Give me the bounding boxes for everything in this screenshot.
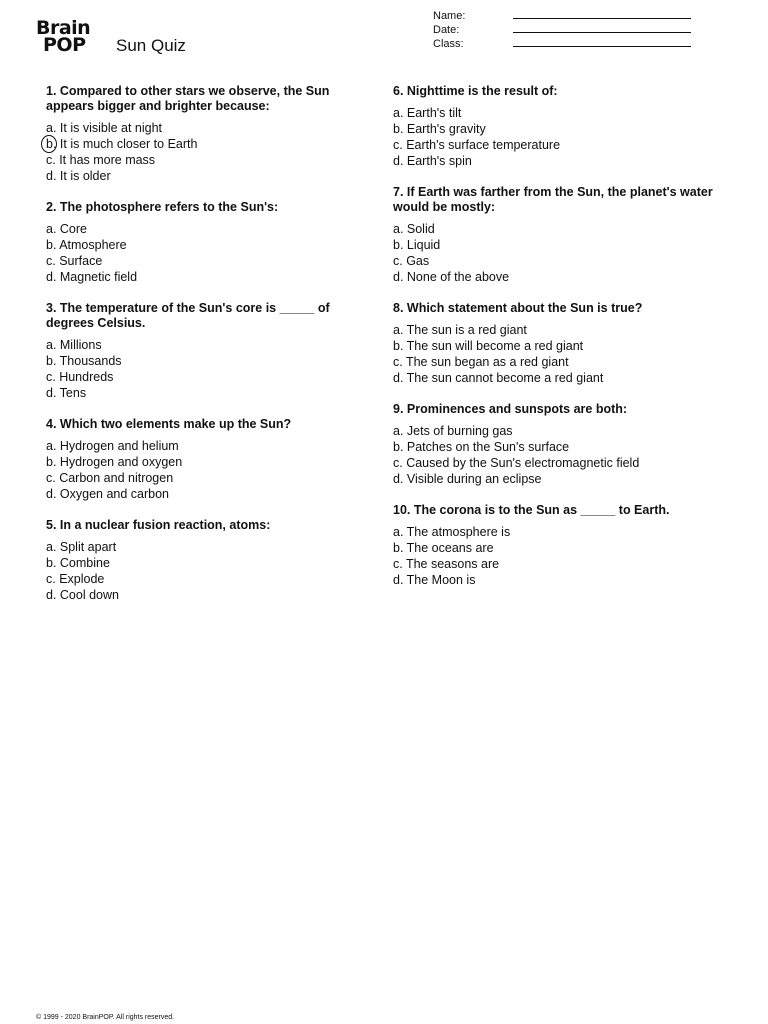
class-line [513, 37, 691, 47]
answer-option: c. It has more mass [46, 153, 156, 167]
answer-options [46, 539, 366, 603]
answer-option: d. None of the above [393, 270, 510, 284]
copyright-footer: © 1999 - 2020 BrainPOP. All rights reserved. [36, 1014, 175, 1021]
class-label: Class: [433, 38, 464, 50]
answer-option: a. Solid [393, 222, 435, 236]
answer-options [46, 221, 366, 285]
answer-options [46, 337, 366, 401]
answer-option: d. Tens [46, 386, 87, 400]
answer-option: b. Earth's gravity [393, 122, 486, 136]
answer-option: d. It is older [46, 169, 111, 183]
name-line [513, 9, 691, 19]
class-field [433, 37, 693, 51]
answer-option: a. It is visible at night [46, 121, 163, 135]
right-question-column [393, 84, 733, 604]
answer-option: a. Split apart [46, 540, 117, 554]
question-text: 2. The photosphere refers to the Sun's: [46, 200, 279, 214]
answer-option: d. Visible during an eclipse [393, 472, 542, 486]
answer-option: c. Earth's surface temperature [393, 138, 561, 152]
question-8 [393, 301, 733, 386]
answer-option: a. Core [46, 222, 87, 236]
question-5 [46, 518, 366, 603]
question-text: 3. The temperature of the Sun's core is _____ of degrees Celsius. [46, 301, 330, 330]
answer-option: d. The Moon is [393, 573, 476, 587]
answer-options [393, 322, 733, 386]
answer-option: d. The sun cannot become a red giant [393, 371, 604, 385]
answer-option: b. The sun will become a red giant [393, 339, 584, 353]
answer-option: c. The sun began as a red giant [393, 355, 569, 369]
answer-option: b. Atmosphere [46, 238, 127, 252]
answer-option: b. Thousands [46, 354, 122, 368]
answer-option: c. Explode [46, 572, 105, 586]
answer-options [46, 120, 366, 184]
date-line [513, 23, 691, 33]
answer-option: a. The atmosphere is [393, 525, 511, 539]
question-text: 9. Prominences and sunspots are both: [393, 402, 628, 416]
answer-option: d. Magnetic field [46, 270, 138, 284]
answer-option: b. Combine [46, 556, 110, 570]
question-7 [393, 185, 733, 285]
date-label: Date: [433, 24, 460, 36]
answer-option: c. Carbon and nitrogen [46, 471, 174, 485]
question-3 [46, 301, 366, 401]
question-text: 8. Which statement about the Sun is true? [393, 301, 643, 315]
answer-option: d. Earth's spin [393, 154, 472, 168]
brainpop-logo [36, 17, 100, 56]
answer-option: a. Millions [46, 338, 102, 352]
question-9 [393, 402, 733, 487]
answer-option: b. Hydrogen and oxygen [46, 455, 183, 469]
question-2 [46, 200, 366, 285]
question-text: 6. Nighttime is the result of: [393, 84, 558, 98]
left-question-column [46, 84, 366, 619]
answer-option-circled: b. It is much closer to Earth [46, 136, 366, 152]
answer-option: a. Jets of burning gas [393, 424, 513, 438]
logo-line-pop: POP [43, 34, 86, 56]
name-field [433, 9, 693, 23]
answer-option: c. Surface [46, 254, 103, 268]
question-6 [393, 84, 733, 169]
logo-line-brain: Brain [36, 17, 91, 39]
answer-options [393, 423, 733, 487]
question-text: 10. The corona is to the Sun as _____ to Earth. [393, 503, 670, 517]
answer-options [393, 105, 733, 169]
answer-option: d. Cool down [46, 588, 119, 602]
answer-option: a. Hydrogen and helium [46, 439, 179, 453]
page-title: Sun Quiz [116, 36, 186, 55]
question-text: 4. Which two elements make up the Sun? [46, 417, 292, 431]
answer-options [393, 524, 733, 588]
answer-option: b. Liquid [393, 238, 441, 252]
question-text: 7. If Earth was farther from the Sun, the planet's water would be mostly: [393, 185, 713, 214]
answer-option: a. The sun is a red giant [393, 323, 527, 337]
answer-option: c. Caused by the Sun's electromagnetic field [393, 456, 640, 470]
answer-option: d. Oxygen and carbon [46, 487, 169, 501]
date-field [433, 23, 693, 37]
answer-option: c. Hundreds [46, 370, 114, 384]
answer-options [46, 438, 366, 502]
question-text: 5. In a nuclear fusion reaction, atoms: [46, 518, 271, 532]
name-label: Name: [433, 10, 466, 22]
question-1 [46, 84, 366, 184]
question-4 [46, 417, 366, 502]
answer-options [393, 221, 733, 285]
answer-option: a. Earth's tilt [393, 106, 462, 120]
question-text: 1. Compared to other stars we observe, the Sun appears bigger and brighter because: [46, 84, 330, 113]
answer-option: c. The seasons are [393, 557, 500, 571]
answer-option: c. Gas [393, 254, 430, 268]
answer-option: b. Patches on the Sun's surface [393, 440, 570, 454]
student-info-fields [433, 9, 693, 51]
answer-option: b. The oceans are [393, 541, 494, 555]
question-10 [393, 503, 733, 588]
